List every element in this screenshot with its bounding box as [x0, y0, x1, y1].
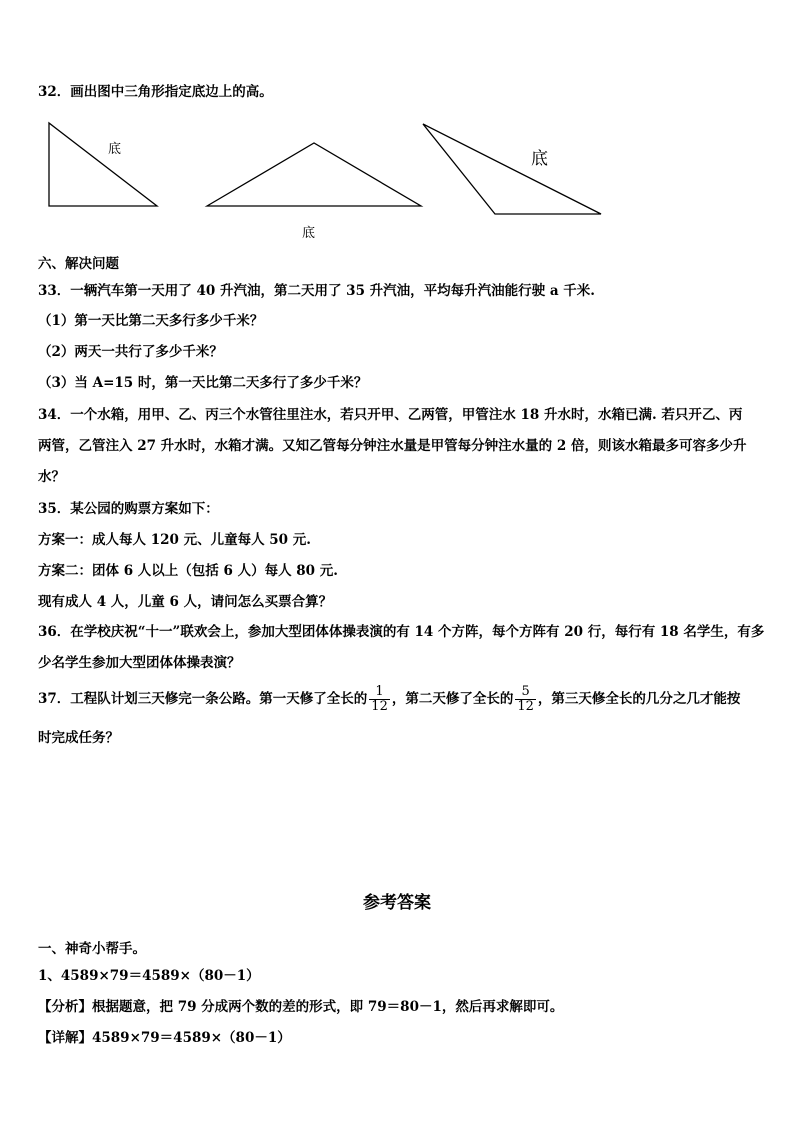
q37-part2: ，第二天修了全长的 — [391, 691, 514, 707]
answers-detail: 【详解】4589×79＝4589×（80－1） — [38, 1030, 291, 1046]
q35-stem: 35．某公园的购票方案如下： — [38, 501, 219, 517]
q34-line2: 两管，乙管注入 27 升水时，水箱才满。又知乙管每分钟注水量是甲管每分钟注水量的 2 倍，则该水箱最多可容多少升 — [38, 438, 747, 454]
fraction-2-denominator: 12 — [517, 699, 534, 714]
answers-section1: 一、神奇小帮手。 — [38, 941, 146, 957]
answers-title: 参考答案 — [363, 893, 431, 913]
fraction-2-numerator: 5 — [515, 685, 536, 700]
q33-sub3: （3）当 A=15 时，第一天比第二天多行了多少千米？ — [38, 375, 368, 391]
fraction-5-12 — [515, 685, 536, 714]
base-label-1: 底 — [108, 142, 122, 157]
fraction-1-numerator: 1 — [369, 685, 390, 700]
q34-line3: 水？ — [38, 469, 65, 485]
q33-sub2: （2）两天一共行了多少千米？ — [38, 344, 223, 360]
answers-analysis: 【分析】根据题意，把 79 分成两个数的差的形式，即 79＝80－1，然后再求解即可。 — [38, 999, 564, 1015]
q37-line2: 时完成任务？ — [38, 730, 119, 746]
q37-part1: 37．工程队计划三天修完一条公路。第一天修了全长的 — [38, 691, 368, 707]
fraction-1-denominator: 12 — [371, 699, 388, 714]
q33-sub1: （1）第一天比第二天多行多少千米？ — [38, 313, 264, 329]
base-label-3: 底 — [531, 149, 548, 169]
base-label-2: 底 — [302, 226, 316, 241]
q35-plan1: 方案一：成人每人 120 元、儿童每人 50 元. — [38, 532, 311, 548]
slanted-triangle — [423, 124, 601, 214]
q35-plan2: 方案二：团体 6 人以上（包括 6 人）每人 80 元. — [38, 563, 338, 579]
q36-line2: 少名学生参加大型团体体操表演？ — [38, 655, 241, 671]
q34-line1: 34．一个水箱，用甲、乙、丙三个水管往里注水，若只开甲、乙两管，甲管注水 18 升水时，水箱已满. 若只开乙、丙 — [38, 407, 743, 423]
obtuse-triangle — [207, 143, 421, 206]
q37-part3: ，第三天修全长的几分之几才能按 — [537, 691, 741, 707]
q36-line1: 36．在学校庆祝“十一”联欢会上，参加大型团体体操表演的有 14 个方阵，每个方阵有 20 行，每行有 18 名学生，有多 — [38, 624, 765, 640]
q35-ask: 现有成人 4 人，儿童 6 人，请问怎么买票合算？ — [38, 594, 333, 610]
section6-title: 六、解决问题 — [38, 256, 119, 272]
answers-item1: 1、4589×79＝4589×（80－1） — [38, 968, 260, 984]
q33-stem: 33．一辆汽车第一天用了 40 升汽油，第二天用了 35 升汽油，平均每升汽油能行驶 a 千米. — [38, 283, 596, 299]
q37-line1 — [38, 682, 740, 716]
fraction-1-12 — [369, 685, 390, 714]
right-triangle — [49, 123, 157, 206]
q32-text: 32．画出图中三角形指定底边上的高。 — [38, 84, 273, 100]
